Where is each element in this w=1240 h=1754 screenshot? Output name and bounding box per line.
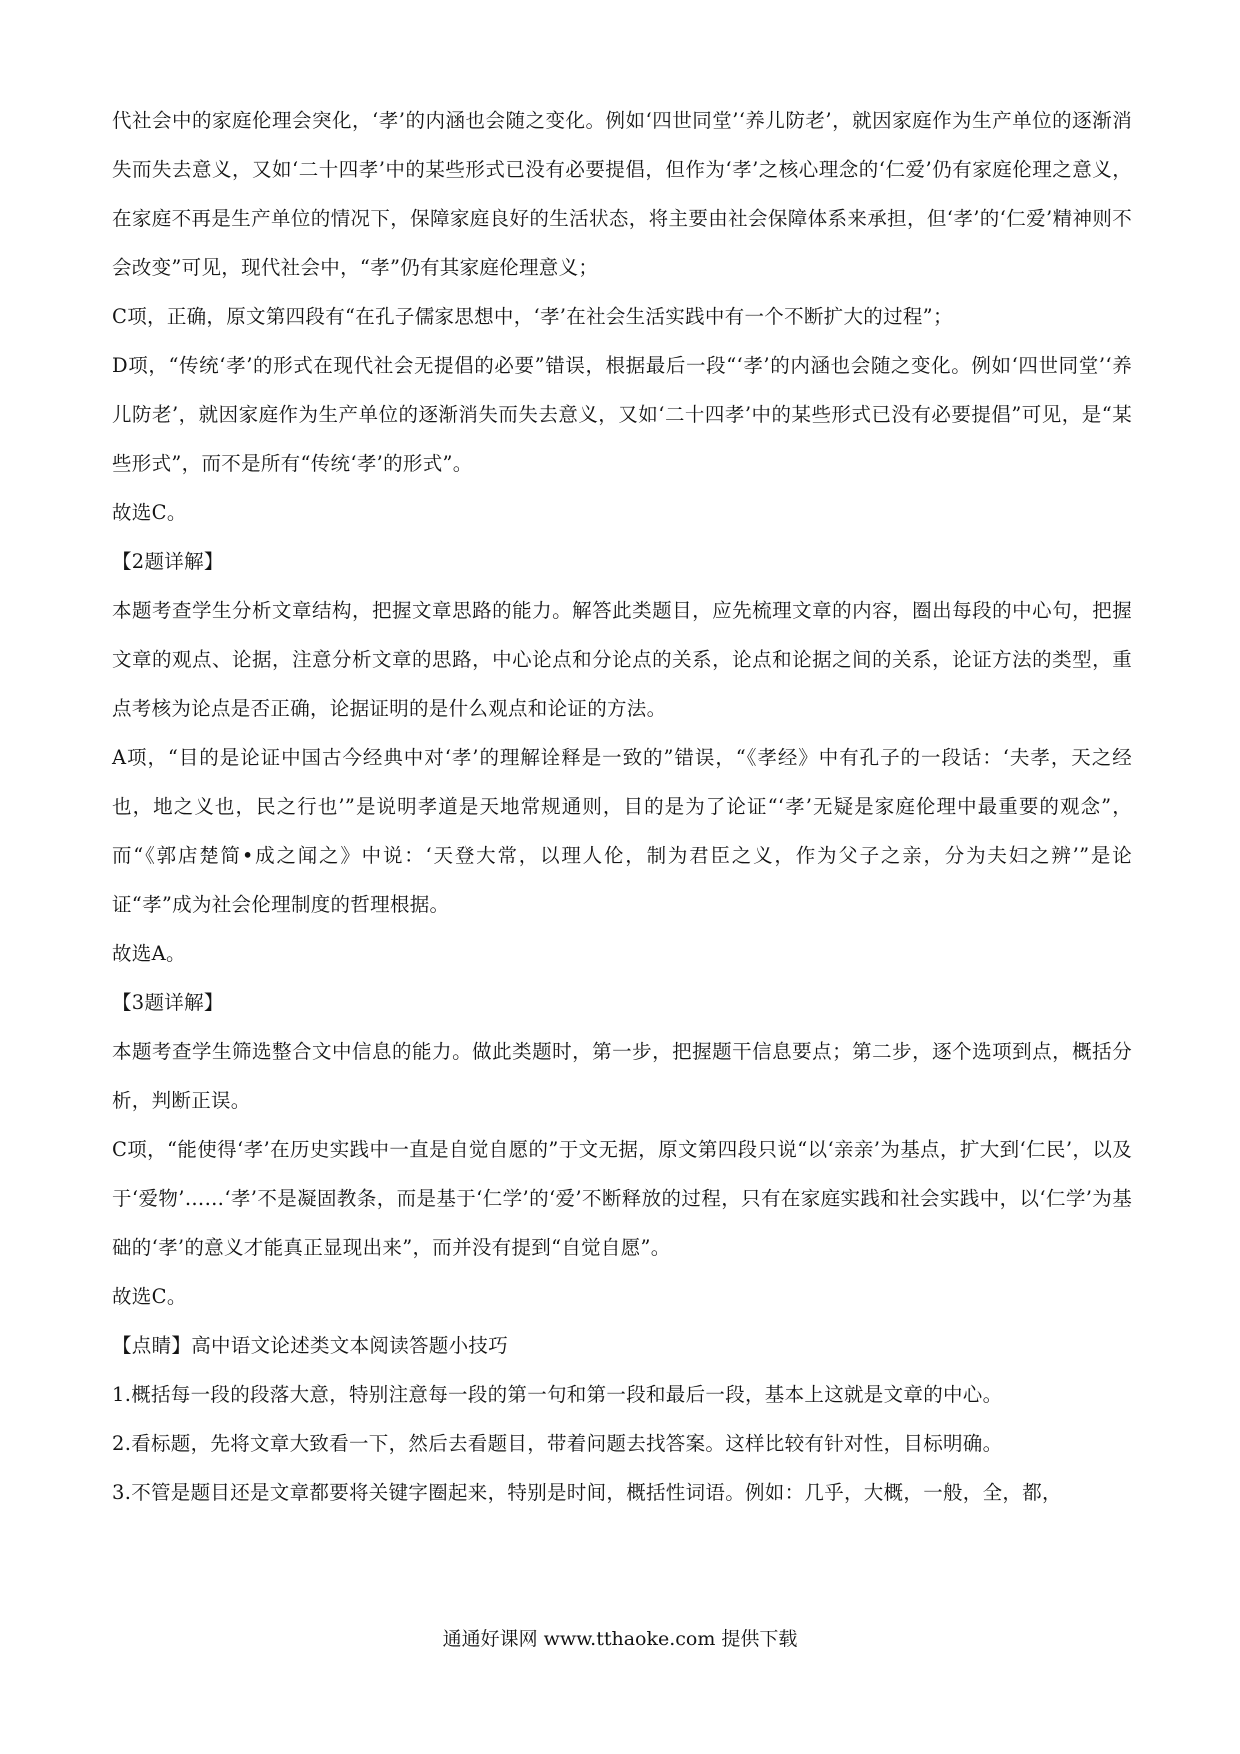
section-heading-q3: 【3题详解】 xyxy=(112,991,224,1014)
paragraph-continuation: 代社会中的家庭伦理会突化，‘孝’的内涵也会随之变化。例如‘四世同堂’‘养儿防老’，就因家庭作为生产单位的逐渐消失而失去意义，又如‘二十四孝’中的某些形式已没有必要提倡，但作为‘孝’之核心理念的‘仁爱’仍有家庭伦理之意义，在家庭不再是生产单位的情况下，保障家庭良好的生活状态，将主要由社会保障体系来承担，但‘孝’的‘仁爱’精神则不会改变”可见，现代社会中，“孝”仍有其家庭伦理意义； xyxy=(112,109,1132,279)
q3-intro: 本题考查学生筛选整合文中信息的能力。做此类题时，第一步，把握题干信息要点；第二步，逐个选项到点，概括分析，判断正误。 xyxy=(112,1040,1132,1112)
section-heading-tips: 【点睛】高中语文论述类文本阅读答题小技巧 xyxy=(112,1334,509,1357)
q2-option-a-analysis: A项，“目的是论证中国古今经典中对‘孝’的理解诠释是一致的”错误，“《孝经》中有孔子的一段话：‘夫孝，天之经也，地之义也，民之行也’”是说明孝道是天地常规通则，目的是为了论证“‘孝’无疑是家庭伦理中最重要的观念”，而“《郭店楚简•成之闻之》中说：‘天登大常，以理人伦，制为君臣之义，作为父子之亲，分为夫妇之辨’”是论证“孝”成为社会伦理制度的哲理根据。 xyxy=(112,746,1132,916)
page-footer-source: 通通好课网 www.tthaoke.com 提供下载 xyxy=(442,1628,798,1650)
tip-item: 3.不管是题目还是文章都要将关键字圈起来，特别是时间，概括性词语。例如：几乎，大概，一般，全，都， xyxy=(112,1481,1062,1504)
answer-line: 故选C。 xyxy=(112,501,187,524)
tip-item: 1.概括每一段的段落大意，特别注意每一段的第一句和第一段和最后一段，基本上这就是文章的中心。 xyxy=(112,1383,1003,1406)
answer-line: 故选A。 xyxy=(112,942,186,965)
q3-option-c-analysis: C项，“能使得‘孝’在历史实践中一直是自觉自愿的”于文无据，原文第四段只说“以‘亲亲’为基点，扩大到‘仁民’，以及于‘爱物’……‘孝’不是凝固教条，而是基于‘仁学’的‘爱’不断释放的过程，只有在家庭实践和社会实践中，以‘仁学’为基础的‘孝’的意义才能真正显现出来”，而并没有提到“自觉自愿”。 xyxy=(112,1138,1132,1259)
section-heading-q2: 【2题详解】 xyxy=(112,550,224,573)
option-d-analysis: D项，“传统‘孝’的形式在现代社会无提倡的必要”错误，根据最后一段“‘孝’的内涵也会随之变化。例如‘四世同堂’‘养儿防老’，就因家庭作为生产单位的逐渐消失而失去意义，又如‘二十四孝’中的某些形式已没有必要提倡”可见，是“某些形式”，而不是所有“传统‘孝’的形式”。 xyxy=(112,354,1132,475)
answer-line: 故选C。 xyxy=(112,1285,187,1308)
q2-intro: 本题考查学生分析文章结构，把握文章思路的能力。解答此类题目，应先梳理文章的内容，圈出每段的中心句，把握文章的观点、论据，注意分析文章的思路，中心论点和分论点的关系，论点和论据之间的关系，论证方法的类型，重点考核为论点是否正确，论据证明的是什么观点和论证的方法。 xyxy=(112,599,1132,720)
document-body xyxy=(112,96,1132,1517)
tip-item: 2.看标题，先将文章大致看一下，然后去看题目，带着问题去找答案。这样比较有针对性，目标明确。 xyxy=(112,1432,1003,1455)
option-c-analysis: C项，正确，原文第四段有“在孔子儒家思想中，‘孝’在社会生活实践中有一个不断扩大的过程”； xyxy=(112,305,953,328)
